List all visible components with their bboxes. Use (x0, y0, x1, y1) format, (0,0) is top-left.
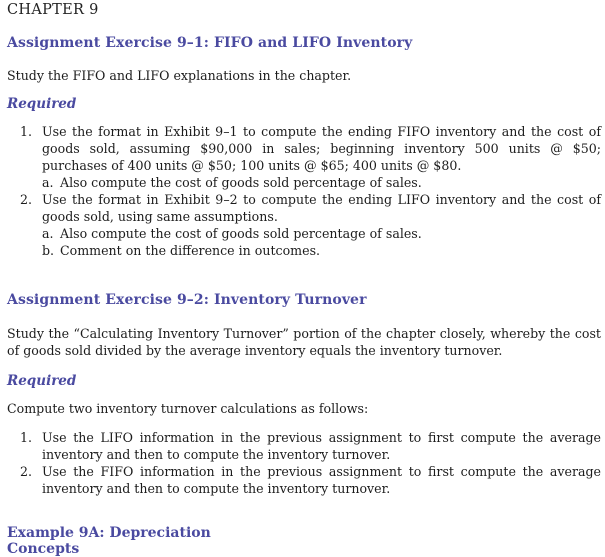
step-item (18, 123, 601, 191)
step-text: Use the FIFO information in the previous assignment to first compute the average inventory and then to compute the inventory turnover. (42, 464, 601, 496)
step-number: 1. (20, 124, 33, 139)
substep-item (42, 174, 601, 191)
substep-letter: b. (42, 243, 55, 258)
step-number: 1. (20, 430, 33, 445)
substep-text: Also compute the cost of goods sold percentage of sales. (60, 226, 422, 241)
next-heading-text: Example 9A: Depreciation Concepts (7, 525, 211, 557)
next-heading-partial (7, 519, 267, 557)
exercise-9-1-heading: Assignment Exercise 9–1: FIFO and LIFO Inventory (7, 35, 413, 51)
exercise-9-2-steps (18, 429, 601, 497)
substep-item (42, 242, 601, 259)
substep-text: Also compute the cost of goods sold percentage of sales. (60, 175, 422, 190)
exercise-9-1-intro: Study the FIFO and LIFO explanations in the chapter. (7, 68, 352, 83)
exercise-9-2-lead: Compute two inventory turnover calculations as follows: (7, 401, 369, 416)
substep-list (42, 225, 601, 259)
exercise-9-2-required-label: Required (7, 373, 77, 389)
substep-item (42, 225, 601, 242)
step-number: 2. (20, 464, 33, 479)
step-text: Use the LIFO information in the previous assignment to first compute the average inventory and then to compute the inventory turnover. (42, 430, 601, 462)
substep-letter: a. (42, 226, 54, 241)
step-item (18, 463, 601, 497)
substep-list (42, 174, 601, 191)
exercise-9-2-intro: Study the “Calculating Inventory Turnover” portion of the chapter closely, whereby the cost of goods sold divided by the average inventory equals the inventory turnover. (7, 326, 601, 358)
step-text: Use the format in Exhibit 9–1 to compute the ending FIFO inventory and the cost of goods sold, assuming $90,000 in sales; beginning inventory 500 units @ $50; purchases of 400 units @ $50; 100 units @ $65; 400 units @ $80. (42, 124, 601, 173)
exercise-9-1-required-label: Required (7, 96, 77, 112)
step-number: 2. (20, 192, 33, 207)
step-item (18, 191, 601, 259)
substep-letter: a. (42, 175, 54, 190)
step-item (18, 429, 601, 463)
exercise-9-2-heading: Assignment Exercise 9–2: Inventory Turnover (7, 292, 367, 308)
substep-text: Comment on the difference in outcomes. (60, 243, 321, 258)
exercise-9-1-steps (18, 123, 601, 259)
step-text: Use the format in Exhibit 9–2 to compute the ending LIFO inventory and the cost of goods sold, using same assumptions. (42, 192, 601, 224)
chapter-label: CHAPTER 9 (7, 2, 99, 18)
